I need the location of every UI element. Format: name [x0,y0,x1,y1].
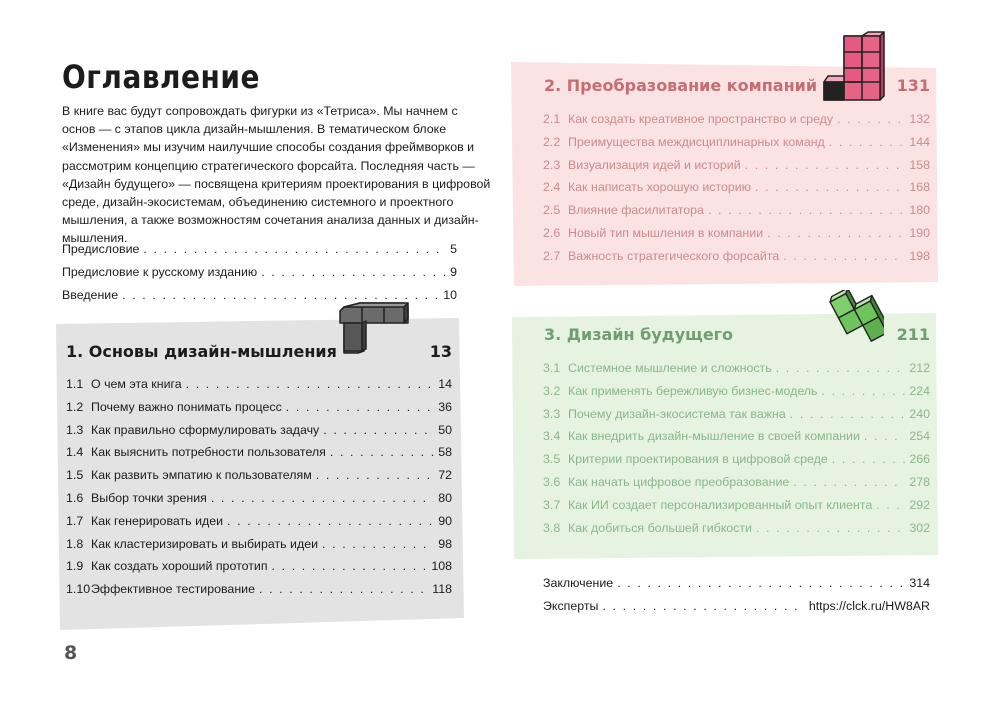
toc-entry[interactable]: Эксперты . . . https://clck.ru/HW8AR [543,595,930,618]
section-1-heading[interactable]: 1. Основы дизайн-мышления 13 [66,342,452,361]
section-1-list [66,373,452,601]
section-1-panel [54,318,466,632]
toc-entry[interactable]: 3.7 Как ИИ создает персонализированный опыт клиента . . . 292 [543,494,930,517]
toc-entry[interactable]: Заключение . . . 314 [543,572,930,595]
toc-entry[interactable]: 3.4 Как внедрить дизайн-мышление в своей компании . . . 254 [543,425,930,448]
front-matter-list [62,238,457,306]
toc-entry[interactable]: 2.2 Преимущества междисциплинарных команд . . . 144 [543,131,930,154]
toc-entry[interactable]: 1.3 Как правильно сформулировать задачу . . . 50 [66,419,452,442]
toc-entry[interactable]: 1.10 Эффективное тестирование . . . 118 [66,578,452,601]
toc-entry[interactable]: 1.4 Как выяснить потребности пользователя . . . 58 [66,441,452,464]
toc-entry[interactable]: 2.6 Новый тип мышления в компании . . . 190 [543,222,930,245]
section-2-heading[interactable]: 2. Преобразование компаний 131 [544,76,930,95]
toc-entry[interactable]: 1.2 Почему важно понимать процесс . . . 36 [66,396,452,419]
gray-t-tetromino-icon [338,301,412,355]
experts-link[interactable]: https://clck.ru/HW8AR [808,598,930,613]
intro-paragraph: В книге вас будут сопровождать фигурки из «Тетриса». Мы начнем с основ — с этапов цикла дизайн-мышления. В тематическом блоке «Изменения» мы изучим наилучшие способы создания фреймворков и рассмотрим концепцию стратегического форсайта. Последняя часть — «Дизайн будущего» — посвящена критериям проектирования в цифровой среде, дизайн-экосистемам, объединению системного и проектного мышления, а также возможностям сочетания анализа данных и дизайн-мышления. [62,104,491,246]
toc-entry[interactable]: 1.6 Выбор точки зрения . . . 80 [66,487,452,510]
toc-entry[interactable]: 3.1 Системное мышление и сложность . . . 212 [543,357,930,380]
toc-entry[interactable]: 2.4 Как написать хорошую историю . . . 168 [543,176,930,199]
toc-entry[interactable]: 3.5 Критерии проектирования в цифровой среде . . . 266 [543,448,930,471]
page-title: Оглавление [62,58,261,96]
section-3-list [543,357,930,539]
toc-entry[interactable]: Предисловие . . . 5 [62,238,457,261]
toc-entry[interactable]: Предисловие к русскому изданию . . . 9 [62,261,457,284]
toc-entry[interactable]: 1.1 О чем эта книга . . . 14 [66,373,452,396]
toc-entry[interactable]: 1.7 Как генерировать идеи . . . 90 [66,510,452,533]
section-3-heading[interactable]: 3. Дизайн будущего 211 [544,325,930,344]
toc-entry[interactable]: 2.7 Важность стратегического форсайта . . . 198 [543,245,930,268]
pink-l-tetromino-icon [822,30,888,102]
section-2-list [543,108,930,268]
toc-entry[interactable]: 3.8 Как добиться большей гибкости . . . 302 [543,517,930,540]
toc-entry[interactable]: 1.8 Как кластеризировать и выбирать идеи . . . 98 [66,533,452,556]
toc-entry[interactable]: 2.3 Визуализация идей и историй . . . 158 [543,154,930,177]
toc-entry[interactable]: 3.3 Почему дизайн-экосистема так важна . . . 240 [543,403,930,426]
green-s-tetromino-icon [820,290,884,354]
toc-entry[interactable]: 2.5 Влияние фасилитатора . . . 180 [543,199,930,222]
toc-entry[interactable]: 1.9 Как создать хороший прототип . . . 108 [66,555,452,578]
back-matter-list [543,572,930,618]
toc-entry[interactable]: 2.1 Как создать креативное пространство и среду . . . 132 [543,108,930,131]
toc-entry[interactable]: 3.6 Как начать цифровое преобразование . . . 278 [543,471,930,494]
toc-entry[interactable]: Введение . . . 10 [62,284,457,307]
toc-entry[interactable]: 3.2 Как применять бережливую бизнес-модель . . . 224 [543,380,930,403]
page-number: 8 [64,642,78,664]
toc-entry[interactable]: 1.5 Как развить эмпатию к пользователям . . . 72 [66,464,452,487]
